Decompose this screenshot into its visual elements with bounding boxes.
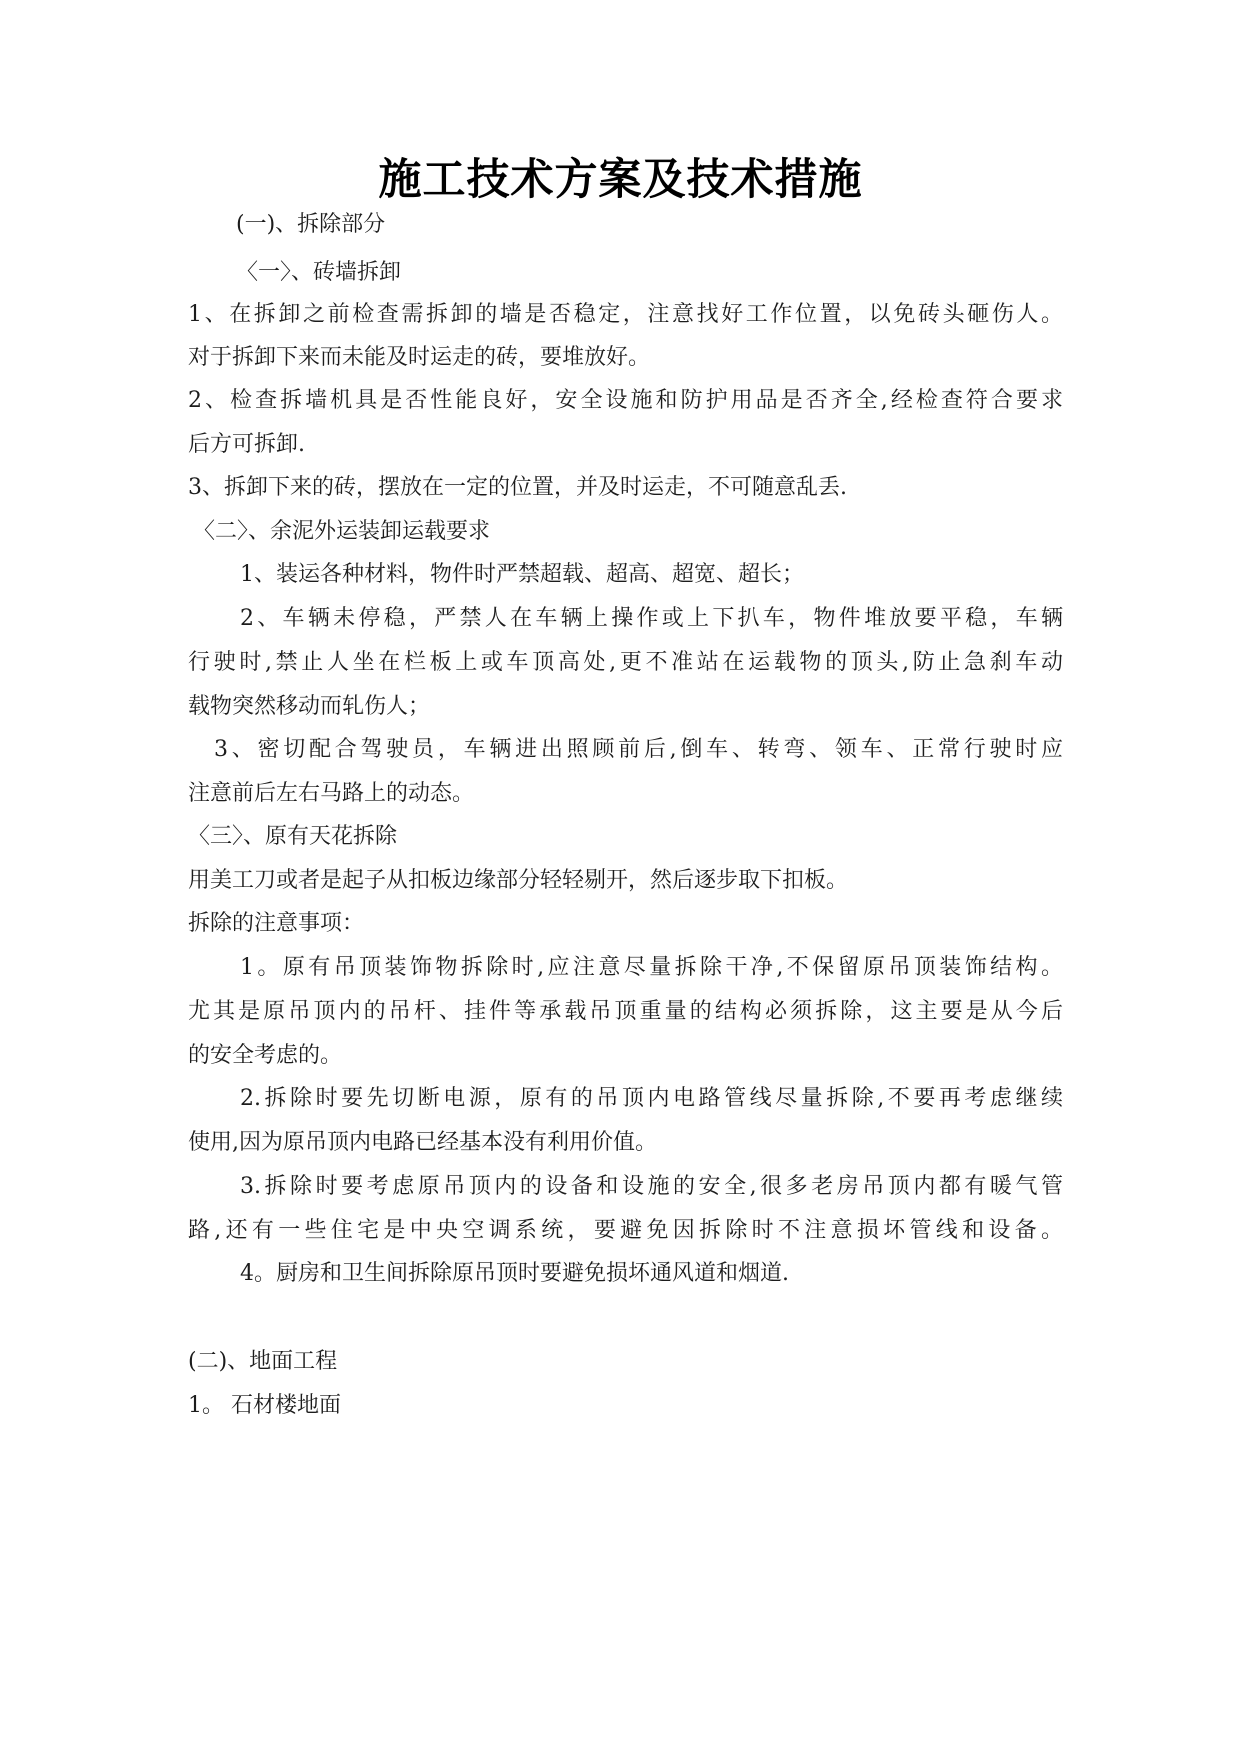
- paragraph-line: 1、装运各种材料，物件时严禁超载、超高、超宽、超长；: [240, 562, 804, 587]
- subheading-brick-wall: 〈一〉、砖墙拆卸: [236, 260, 402, 285]
- paragraph-line: 尤其是原吊顶内的吊杆、挂件等承载吊顶重量的结构必须拆除，这主要是从今后: [188, 999, 1063, 1024]
- paragraph-line: 3.拆除时要考虑原吊顶内的设备和设施的安全,很多老房吊顶内都有暖气管: [240, 1174, 1063, 1199]
- subheading-stone-floor: 1。 石材楼地面: [188, 1393, 341, 1418]
- paragraph-line: 使用,因为原吊顶内电路已经基本没有利用价值。: [188, 1130, 657, 1155]
- paragraph-line: 行驶时,禁止人坐在栏板上或车顶高处,更不准站在运载物的顶头,防止急刹车动: [188, 650, 1063, 675]
- paragraph-line: 载物突然移动而轧伤人；: [188, 694, 431, 719]
- paragraph-line: 1。原有吊顶装饰物拆除时,应注意尽量拆除干净,不保留原吊顶装饰结构。: [240, 955, 1063, 980]
- paragraph-line: 注意前后左右马路上的动态。: [188, 781, 475, 806]
- paragraph-line: 后方可拆卸.: [188, 432, 305, 457]
- heading-demolition: (一)、拆除部分: [236, 212, 386, 237]
- document-title: 施工技术方案及技术措施: [378, 155, 863, 205]
- paragraph-line: 拆除的注意事项：: [188, 911, 365, 936]
- paragraph-line: 4。厨房和卫生间拆除原吊顶时要避免损坏通风道和烟道.: [240, 1261, 789, 1286]
- paragraph-line: 2.拆除时要先切断电源，原有的吊顶内电路管线尽量拆除,不要再考虑继续: [240, 1086, 1063, 1111]
- paragraph-line: 路,还有一些住宅是中央空调系统，要避免因拆除时不注意损坏管线和设备。: [188, 1218, 1063, 1243]
- paragraph-line: 对于拆卸下来而未能及时运走的砖，要堆放好。: [188, 345, 651, 370]
- paragraph-line: 1、在拆卸之前检查需拆卸的墙是否稳定，注意找好工作位置，以免砖头砸伤人。: [188, 302, 1063, 327]
- paragraph-line: 3、密切配合驾驶员，车辆进出照顾前后,倒车、转弯、领车、正常行驶时应: [214, 737, 1063, 762]
- heading-floor-works: (二)、地面工程: [188, 1349, 338, 1374]
- paragraph-line: 的安全考虑的。: [188, 1043, 343, 1068]
- subheading-soil-transport: 〈二〉、余泥外运装卸运载要求: [193, 519, 491, 544]
- paragraph-line: 3、拆卸下来的砖，摆放在一定的位置，并及时运走，不可随意乱丢.: [188, 475, 847, 500]
- paragraph-line: 2、车辆未停稳，严禁人在车辆上操作或上下扒车，物件堆放要平稳，车辆: [240, 606, 1063, 631]
- paragraph-line: 2、检查拆墙机具是否性能良好，安全设施和防护用品是否齐全,经检查符合要求: [188, 388, 1063, 413]
- paragraph-line: 用美工刀或者是起子从扣板边缘部分轻轻剔开，然后逐步取下扣板。: [188, 868, 849, 893]
- subheading-ceiling-removal: 〈三〉、原有天花拆除: [188, 824, 398, 849]
